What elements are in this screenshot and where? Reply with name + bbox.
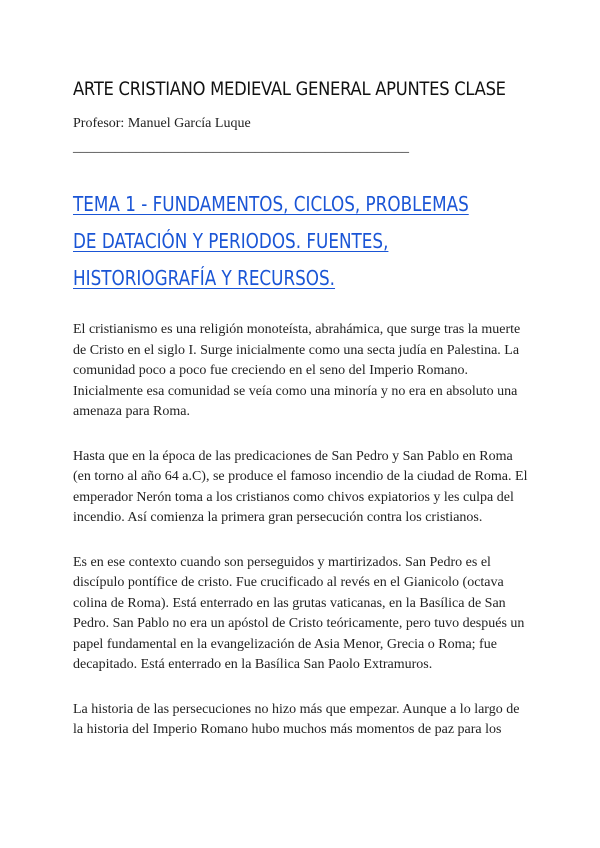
paragraph-1: El cristianismo es una religión monoteísta, abrahámica, que surge tras la muerte de Cristo en el siglo I. Surge inicialmente como una secta judía en Palestina. La comunidad poco a poco fue creciendo en el seno del Imperio Romano. Inicialmente esa comunidad se veía como una minoría y no era en absoluto una amenaza para Roma. xyxy=(73,322,521,419)
paragraph-2: Hasta que en la época de las predicaciones de San Pedro y San Pablo en Roma (en torno al año 64 a.C), se produce el famoso incendio de la ciudad de Roma. El emperador Nerón toma a los cristianos como chivos expiatorios y les culpa del incendio. Así comienza la primera gran persecución contra los cristianos. xyxy=(73,448,528,525)
paragraph-4: La historia de las persecuciones no hizo más que empezar. Aunque a lo largo de la historia del Imperio Romano hubo muchos más momentos de paz para los xyxy=(73,701,520,737)
paragraph-3: Es en ese contexto cuando son perseguidos y martirizados. San Pedro es el discípulo pontífice de cristo. Fue crucificado al revés en el Gianicolo (octava colina de Roma). Está enterrado en las grutas vaticanas, en la Basílica de San Pedro. San Pablo no era un apóstol de Cristo teóricamente, pero tuvo después un papel fundamental en la evangelización de Asia Menor, Grecia o Roma; fue decapitado. Está enterrado en la Basílica San Paolo Extramuros. xyxy=(73,554,525,672)
document-title: ARTE CRISTIANO MEDIEVAL GENERAL APUNTES CLASE xyxy=(73,78,506,100)
section-heading-link[interactable]: TEMA 1 - FUNDAMENTOS, CICLOS, PROBLEMAS DE DATACIÓN Y PERIODOS. FUENTES, HISTORIOGRAFÍA Y RECURSOS. xyxy=(73,192,469,290)
separator-line: ________________________________________________ xyxy=(73,140,409,155)
professor-name: Profesor: Manuel García Luque xyxy=(73,116,251,131)
document-body xyxy=(73,320,528,765)
